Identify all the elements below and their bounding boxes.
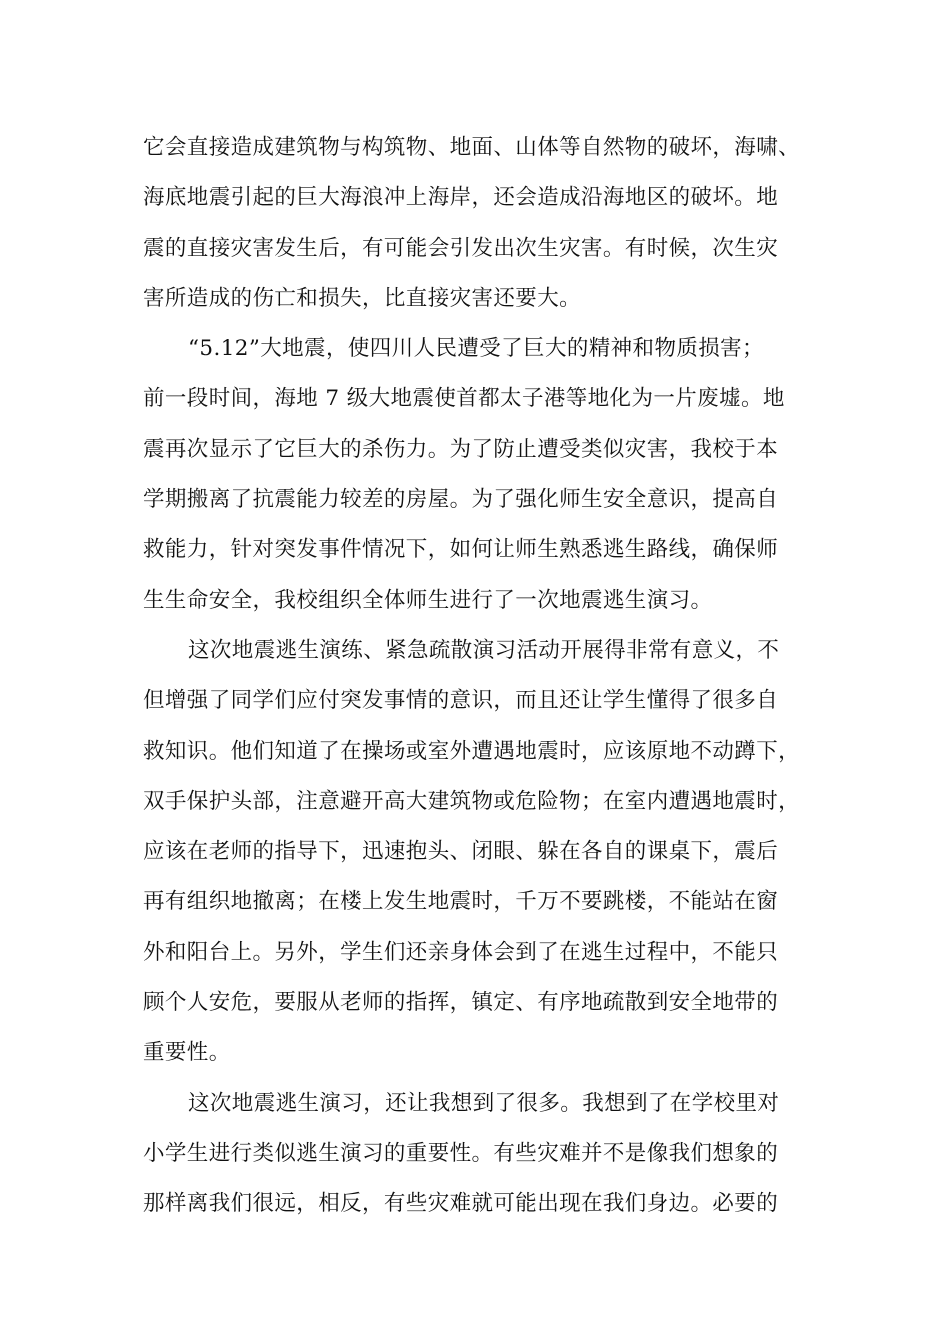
paragraph-line: 海底地震引起的巨大海浪冲上海岸，还会造成沿海地区的破坏。地	[143, 185, 779, 211]
paragraph-first-line: 这次地震逃生演习，还让我想到了很多。我想到了在学校里对	[188, 1090, 780, 1116]
paragraph-line: 害所造成的伤亡和损失，比直接灾害还要大。	[143, 285, 582, 311]
paragraph-line: 那样离我们很远，相反，有些灾难就可能出现在我们身边。必要的	[143, 1191, 779, 1217]
paragraph-line: 但增强了同学们应付突发事情的意识，而且还让学生懂得了很多自	[143, 688, 779, 714]
paragraph-line: 顾个人安危，要服从老师的指挥，镇定、有序地疏散到安全地带的	[143, 990, 779, 1016]
paragraph-line: 震再次显示了它巨大的杀伤力。为了防止遭受类似灾害，我校于本	[143, 436, 779, 462]
paragraph-line: 重要性。	[143, 1040, 231, 1066]
paragraph-line: 救能力，针对突发事件情况下，如何让师生熟悉逃生路线，确保师	[143, 537, 779, 563]
paragraph-line: 前一段时间，海地 7 级大地震使首都太子港等地化为一片废墟。地	[143, 386, 785, 412]
paragraph-line: 应该在老师的指导下，迅速抱头、闭眼、躲在各自的课桌下，震后	[143, 839, 779, 865]
paragraph-line: 小学生进行类似逃生演习的重要性。有些灾难并不是像我们想象的	[143, 1140, 779, 1166]
paragraph-line: 学期搬离了抗震能力较差的房屋。为了强化师生安全意识，提高自	[143, 487, 779, 513]
paragraph-line: 它会直接造成建筑物与构筑物、地面、山体等自然物的破坏，海啸、	[143, 135, 801, 160]
paragraph-line: 再有组织地撤离；在楼上发生地震时，千万不要跳楼，不能站在窗	[143, 889, 779, 915]
paragraph-4	[143, 1079, 823, 1230]
paragraph-first-line: “5.12”大地震，使四川人民遭受了巨大的精神和物质损害；	[188, 336, 764, 362]
paragraph-line: 震的直接灾害发生后，有可能会引发出次生灾害。有时候，次生灾	[143, 235, 779, 261]
paragraph-2	[143, 324, 823, 626]
paragraph-1	[143, 123, 823, 324]
paragraph-line: 外和阳台上。另外，学生们还亲身体会到了在逃生过程中，不能只	[143, 939, 779, 965]
paragraph-3	[143, 626, 823, 1079]
paragraph-line: 救知识。他们知道了在操场或室外遭遇地震时，应该原地不动蹲下，	[143, 738, 801, 764]
paragraph-first-line: 这次地震逃生演练、紧急疏散演习活动开展得非常有意义，不	[188, 637, 780, 663]
paragraph-line: 双手保护头部，注意避开高大建筑物或危险物；在室内遭遇地震时，	[143, 788, 801, 814]
paragraph-line: 生生命安全，我校组织全体师生进行了一次地震逃生演习。	[143, 587, 713, 613]
document-body	[143, 123, 823, 1230]
